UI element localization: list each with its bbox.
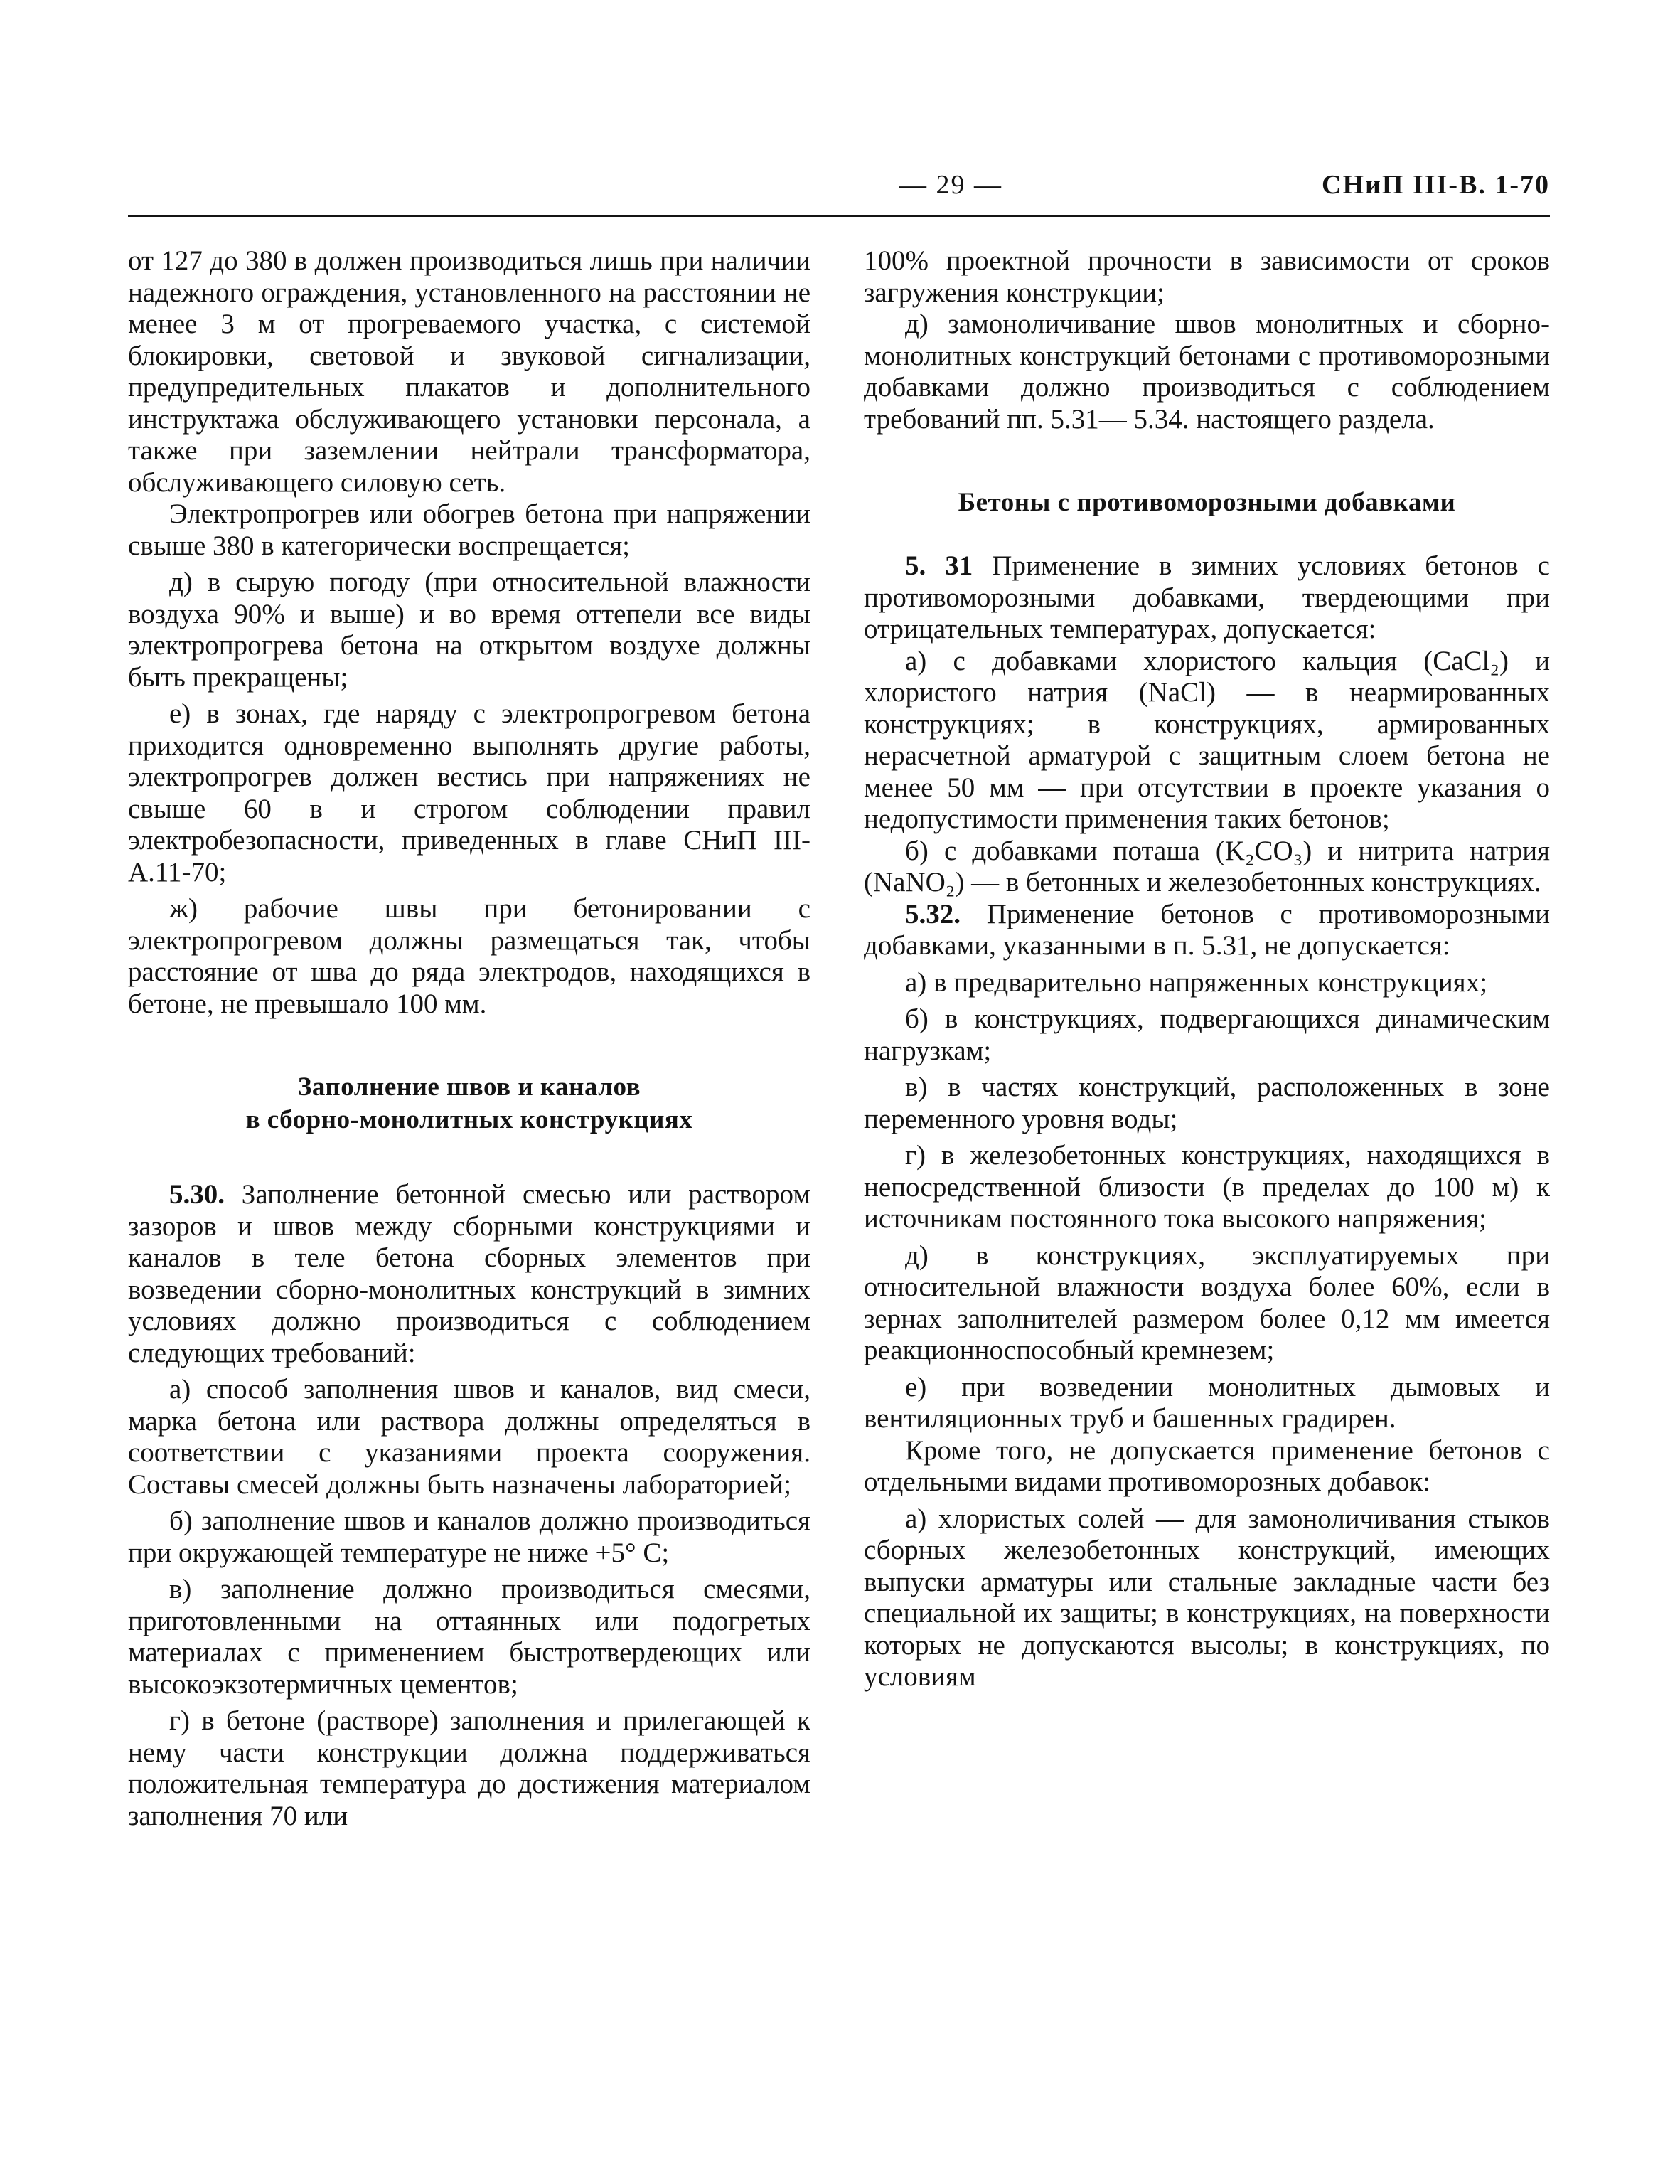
header-rule [128, 215, 1550, 217]
list-item-zh: ж) рабочие швы при бетонировании с электропрогревом должны размещаться так, чтобы расстояние от шва до ряда электродов, находящихся в бетоне, не превышало 100 мм. [128, 893, 810, 1019]
clause-number: 5.32. [905, 898, 961, 929]
section-heading [128, 1071, 810, 1136]
document-code: СНиП III-В. 1-70 [1322, 170, 1550, 200]
list-item-d: д) замоноличивание швов монолитных и сборно-монолитных конструкций бетонами с противоморозными добавками должно производиться с соблюдением требований пп. 5.31— 5.34. настоящего раздела. [864, 309, 1550, 435]
clause-5-30 [128, 1179, 810, 1369]
list-item-d: д) в конструкциях, эксплуатируемых при относительной влажности воздуха более 60%, если в зернах заполнителей размером более 0,12 мм имеется реакционноспособный кремнезем; [864, 1240, 1550, 1365]
paragraph: 100% проектной прочности в зависимости от сроков загружения конструкции; [864, 245, 1550, 308]
page-header [128, 169, 1550, 219]
list-item-e: е) при возведении монолитных дымовых и вентиляционных труб и башенных градирен. [864, 1371, 1550, 1434]
list-item-d: д) в сырую погоду (при относительной влажности воздуха 90% и выше) и во время оттепели все виды электропрогрева бетона на открытом воздухе должны быть прекращены; [128, 567, 810, 693]
clause-5-31 [864, 550, 1550, 646]
section-heading: Бетоны с противоморозными добавками [958, 488, 1456, 517]
list-item-a: а) хлористых солей — для замоноличивания стыков сборных железобетонных конструкций, имеющих выпуски арматуры или стальные закладные части без специальной их защиты; в конструкциях, на поверхности которых не допускаются высолы; в конструкциях, по условиям [864, 1503, 1550, 1692]
list-item-b: б) с добавками поташа (K₂CO₃) и нитрита натрия (NaNO₂) — в бетонных и железобетонных конструкциях. [864, 835, 1550, 897]
section-heading-line2: в сборно-монолитных конструкциях [245, 1105, 693, 1134]
list-item-v: в) в частях конструкций, расположенных в зоне переменного уровня воды; [864, 1072, 1550, 1134]
paragraph: от 127 до 380 в должен производиться лишь при наличии надежного ограждения, установленного на расстоянии не менее 3 м от прогреваемого участка, с системой блокировки, световой и звуковой сигнализации, предупредительных плакатов и дополнительного инструктажа обслуживающего установки персонала, а также при заземлении нейтрали трансформатора, обслуживающего силовую сеть. [128, 245, 810, 498]
list-item-b: б) в конструкциях, подвергающихся динамическим нагрузкам; [864, 1003, 1550, 1066]
paragraph: Электропрогрев или обогрев бетона при напряжении свыше 380 в категорически воспрещается; [128, 499, 810, 561]
list-item-a: а) в предварительно напряженных конструкциях; [905, 966, 1488, 998]
list-item-g: г) в бетоне (растворе) заполнения и прилегающей к нему части конструкции должна поддерживаться положительная температура до достижения материалом заполнения 70 или [128, 1705, 810, 1831]
clause-number: 5. 31 [905, 550, 973, 581]
clause-text: Заполнение бетонной смесью или раствором зазоров и швов между сборными конструкциями и каналов в теле бетона сборных элементов при возведении сборно-монолитных конструкций в зимних условиях должно производиться с соблюдением следующих требований: [128, 1179, 810, 1368]
list-item-e: е) в зонах, где наряду с электропрогревом бетона приходится одновременно выполнять другие работы, электропрогрев должен вестись при напряжениях не свыше 60 в и строгом соблюдении правил электробезопасности, приведенных в главе СНиП III-А.11-70; [128, 698, 810, 888]
clause-text: Применение бетонов с противоморозными добавками, указанными в п. 5.31, не допускается: [864, 898, 1550, 961]
clause-5-32 [864, 899, 1550, 962]
clause-number: 5.30. [169, 1179, 225, 1210]
list-item-b: б) заполнение швов и каналов должно производиться при окружающей температуре не ниже +5° С; [128, 1506, 810, 1568]
left-column [128, 245, 810, 1832]
list-item-g: г) в железобетонных конструкциях, находящихся в непосредственной близости (в пределах до 100 м) к источникам постоянного тока высокого напряжения; [864, 1140, 1550, 1234]
section-heading-line1: Заполнение швов и каналов [297, 1072, 641, 1102]
clause-text: Применение в зимних условиях бетонов с противоморозными добавками, твердеющими при отрицательных температурах, допускается: [864, 550, 1550, 644]
paragraph: Кроме того, не допускается применение бетонов с отдельными видами противоморозных добавок: [864, 1434, 1550, 1497]
page-number: — 29 — [899, 170, 1002, 200]
list-item-a: а) с добавками хлористого кальция (CaCl₂) и хлористого натрия (NaCl) — в неармированных конструкциях; в конструкциях, армированных нерасчетной арматурой с защитным слоем бетона не менее 50 мм — при отсутствии в проекте указания о недопустимости применения таких бетонов; [864, 645, 1550, 834]
right-column [864, 245, 1550, 1693]
list-item-v: в) заполнение должно производиться смесями, приготовленными на оттаянных или подогретых материалах с применением быстротвердеющих или высокоэкзотермичных цементов; [128, 1574, 810, 1700]
list-item-a: а) способ заполнения швов и каналов, вид смеси, марка бетона или раствора должны определяться в соответствии с указаниями проекта сооружения. Составы смесей должны быть назначены лабораторией; [128, 1374, 810, 1500]
